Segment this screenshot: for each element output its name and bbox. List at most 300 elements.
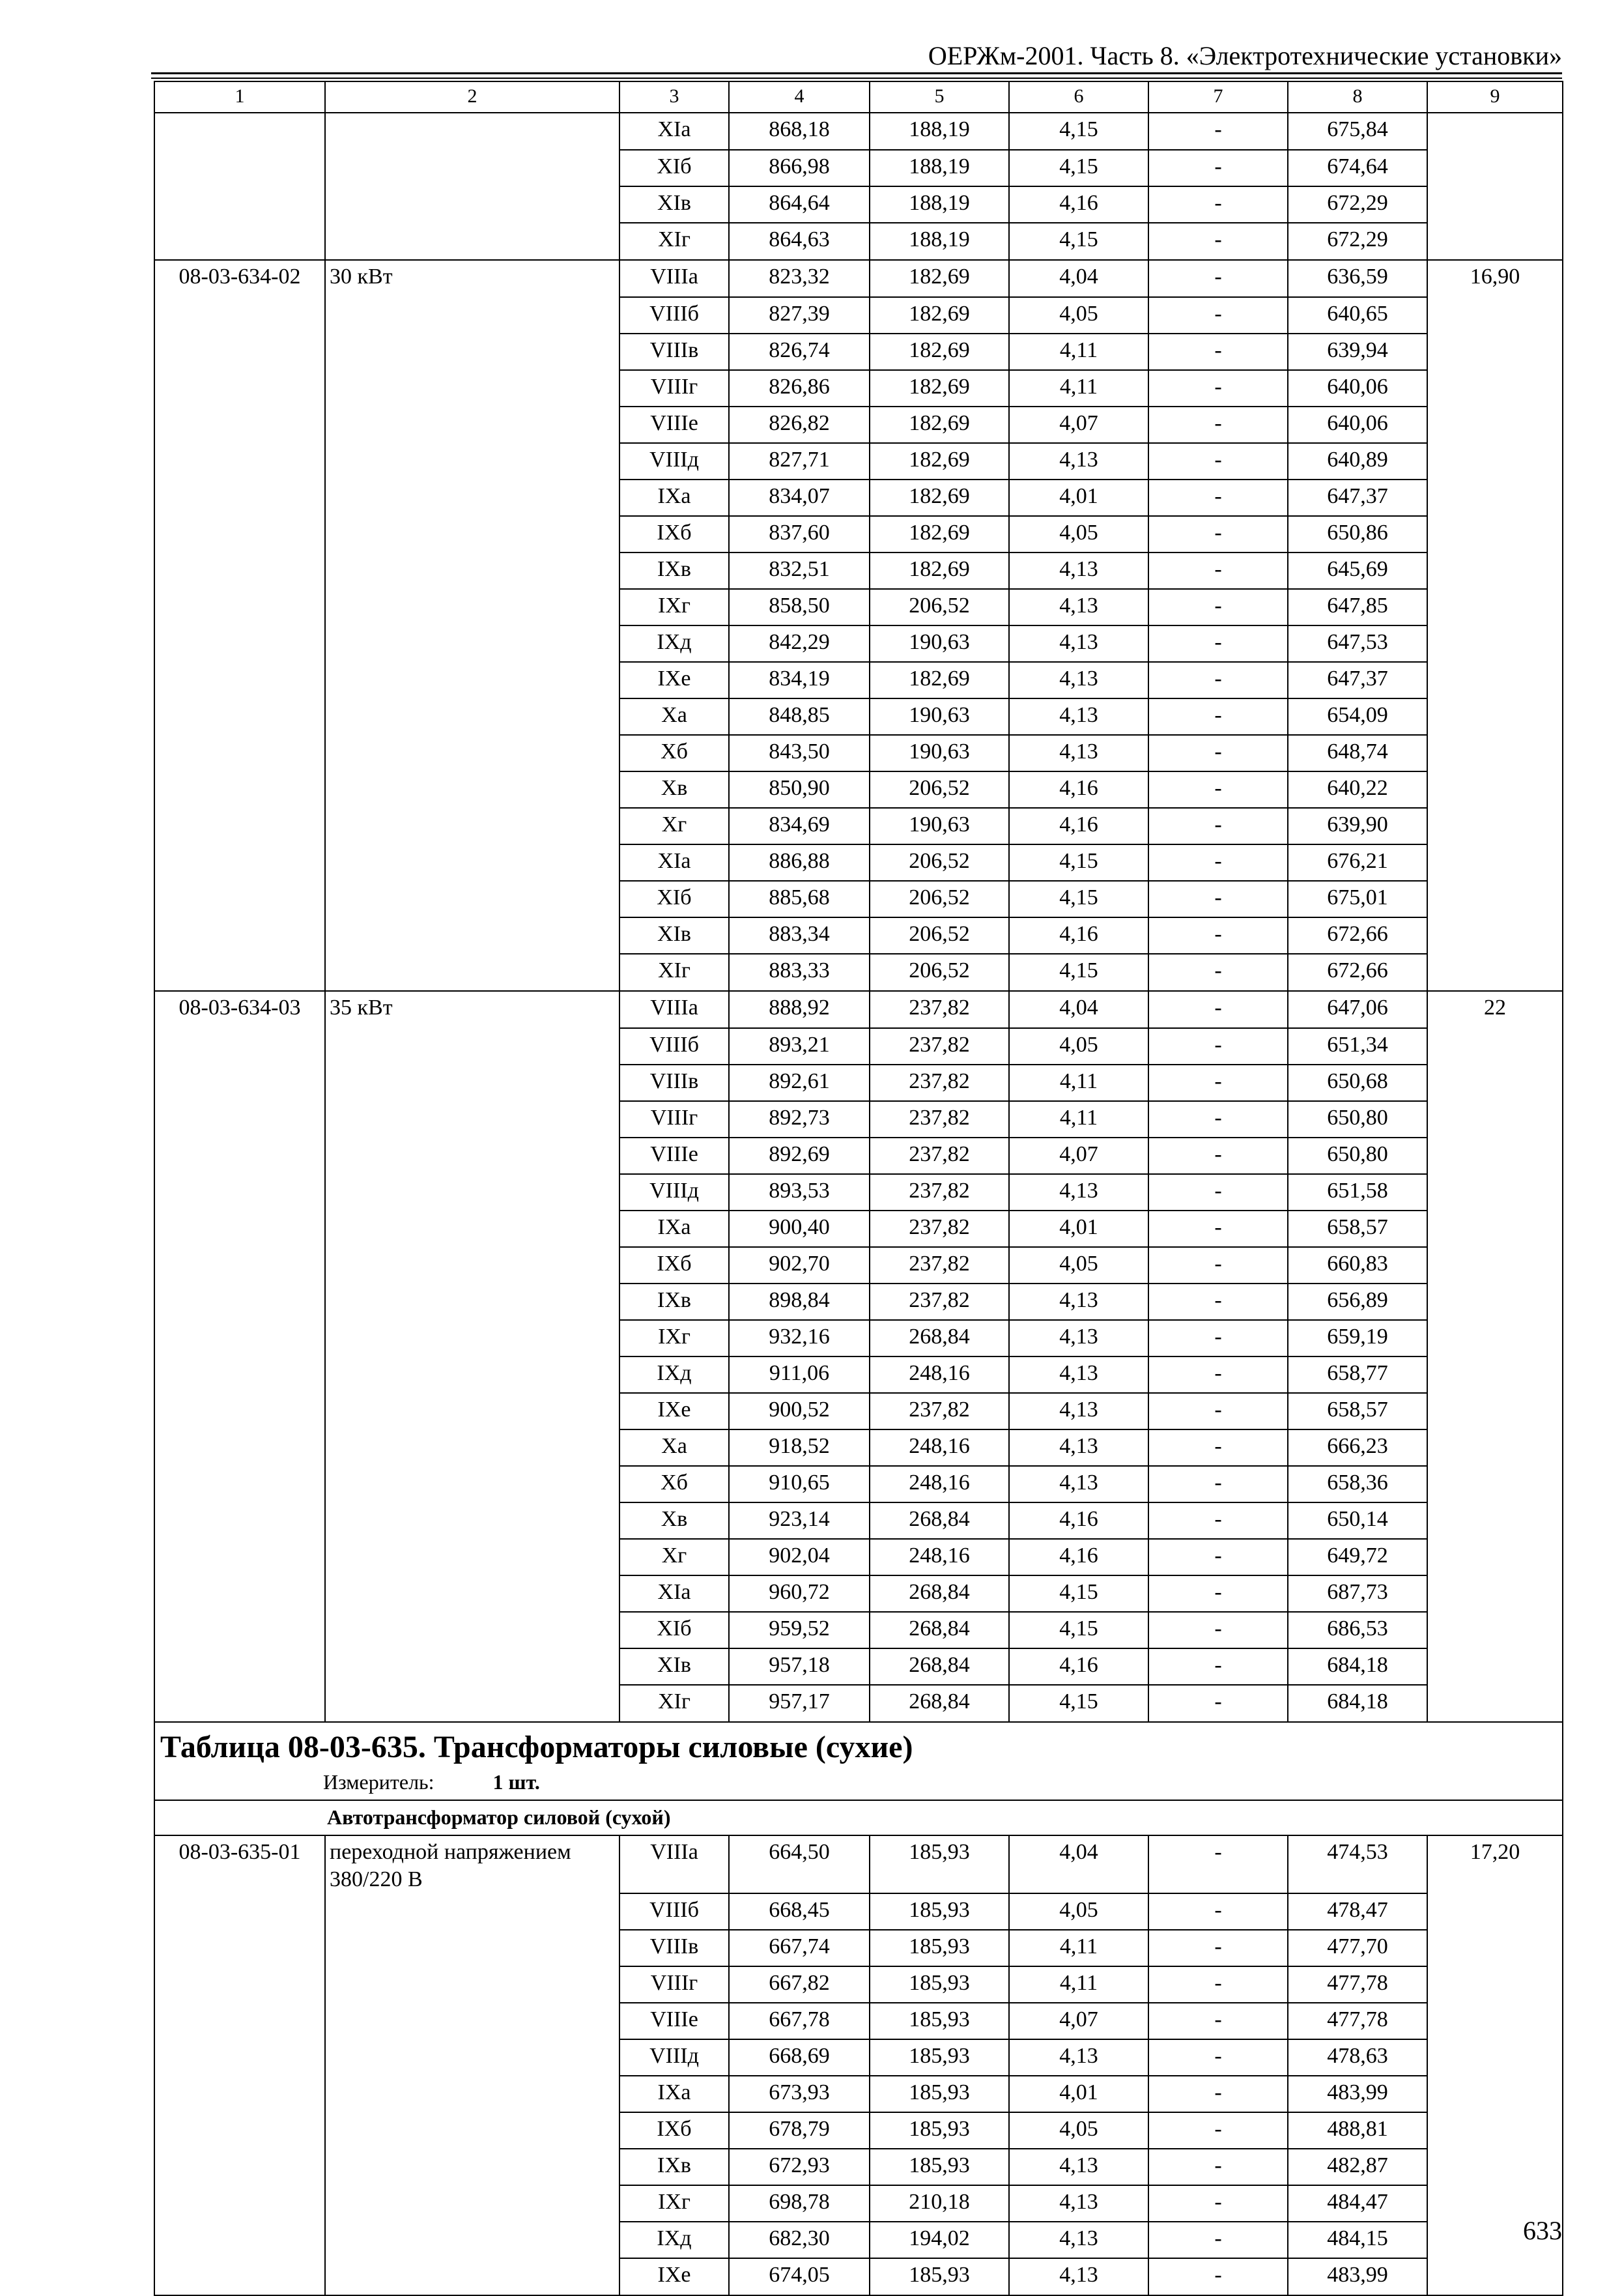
col9-value — [1427, 1174, 1563, 1211]
table-cell: 4,05 — [1009, 1028, 1148, 1065]
table-cell: - — [1148, 480, 1288, 516]
table-cell: Xа — [619, 698, 729, 735]
table-cell: 4,07 — [1009, 2003, 1148, 2039]
table-cell: 957,17 — [729, 1685, 870, 1722]
table-cell: 185,93 — [870, 1930, 1009, 1966]
table-cell: 248,16 — [870, 1429, 1009, 1466]
rate-code — [154, 150, 325, 186]
table-cell: - — [1148, 186, 1288, 223]
table-cell: - — [1148, 1966, 1288, 2003]
table-cell: 4,13 — [1009, 1284, 1148, 1320]
rate-code — [154, 407, 325, 443]
table-cell: 656,89 — [1288, 1284, 1427, 1320]
table-cell: 647,06 — [1288, 991, 1427, 1028]
table-cell: 893,21 — [729, 1028, 870, 1065]
header-rule-thin — [151, 78, 1562, 79]
table-cell: 478,63 — [1288, 2039, 1427, 2076]
item-name — [325, 480, 619, 516]
table-row — [154, 223, 1563, 260]
table-cell: 667,74 — [729, 1930, 870, 1966]
table-cell: 210,18 — [870, 2185, 1009, 2222]
table-cell: Xб — [619, 735, 729, 771]
table-row — [154, 625, 1563, 662]
group-heading: Автотрансформатор силовой (сухой) — [154, 1800, 1563, 1835]
table-cell: 673,93 — [729, 2076, 870, 2112]
table-row — [154, 443, 1563, 480]
col9-value — [1427, 2076, 1563, 2112]
table-cell: 484,15 — [1288, 2222, 1427, 2258]
col9-value — [1427, 480, 1563, 516]
table-row — [154, 698, 1563, 735]
col9-value — [1427, 186, 1563, 223]
table-cell: 827,39 — [729, 297, 870, 334]
col9-value — [1427, 1284, 1563, 1320]
table-cell: 698,78 — [729, 2185, 870, 2222]
item-name — [325, 297, 619, 334]
table-cell: 684,18 — [1288, 1685, 1427, 1722]
table-cell: 268,84 — [870, 1648, 1009, 1685]
item-name — [325, 954, 619, 991]
table-cell: - — [1148, 808, 1288, 844]
table-cell: - — [1148, 2149, 1288, 2185]
table-cell: 4,13 — [1009, 1429, 1148, 1466]
rate-code — [154, 1211, 325, 1247]
col9-value — [1427, 334, 1563, 370]
table-cell: 206,52 — [870, 589, 1009, 625]
table-row — [154, 516, 1563, 552]
table-cell: IXд — [619, 2222, 729, 2258]
table-cell: - — [1148, 589, 1288, 625]
item-name — [325, 1539, 619, 1575]
table-cell: - — [1148, 881, 1288, 917]
table-cell: IXв — [619, 1284, 729, 1320]
table-cell: 892,61 — [729, 1065, 870, 1101]
item-name — [325, 443, 619, 480]
table-cell: 647,85 — [1288, 589, 1427, 625]
table-cell: 640,65 — [1288, 297, 1427, 334]
table-cell: 4,13 — [1009, 2222, 1148, 2258]
table-cell: 4,13 — [1009, 1466, 1148, 1502]
table-cell: 478,47 — [1288, 1893, 1427, 1930]
table-cell: IXд — [619, 625, 729, 662]
item-name — [325, 1648, 619, 1685]
table-cell: 488,81 — [1288, 2112, 1427, 2149]
table-cell: Xа — [619, 1429, 729, 1466]
table-cell: VIIIд — [619, 443, 729, 480]
table-row — [154, 808, 1563, 844]
item-name — [325, 1575, 619, 1612]
table-cell: 4,15 — [1009, 150, 1148, 186]
col9-value — [1427, 1028, 1563, 1065]
item-name — [325, 1930, 619, 1966]
table-cell: - — [1148, 516, 1288, 552]
table-cell: - — [1148, 1502, 1288, 1539]
table-row — [154, 1539, 1563, 1575]
col9-value — [1427, 1966, 1563, 2003]
table-cell: 902,70 — [729, 1247, 870, 1284]
col9-value — [1427, 297, 1563, 334]
table-cell: 648,74 — [1288, 735, 1427, 771]
table-row — [154, 2185, 1563, 2222]
col9-value — [1427, 1893, 1563, 1930]
table-cell: 682,30 — [729, 2222, 870, 2258]
rate-code — [154, 1930, 325, 1966]
table-cell: VIIIв — [619, 1065, 729, 1101]
column-number: 7 — [1148, 81, 1288, 113]
table-cell: 268,84 — [870, 1612, 1009, 1648]
table-cell: - — [1148, 150, 1288, 186]
rate-code — [154, 844, 325, 881]
item-name — [325, 150, 619, 186]
col9-value — [1427, 552, 1563, 589]
table-cell: - — [1148, 407, 1288, 443]
table-row — [154, 1575, 1563, 1612]
item-name — [325, 662, 619, 698]
table-cell: 4,13 — [1009, 2039, 1148, 2076]
table-cell: XIв — [619, 186, 729, 223]
table-row — [154, 881, 1563, 917]
table-cell: 182,69 — [870, 370, 1009, 407]
table-cell: 883,33 — [729, 954, 870, 991]
table-cell: - — [1148, 2258, 1288, 2295]
column-number: 2 — [325, 81, 619, 113]
rate-code — [154, 113, 325, 150]
col9-value: 17,20 — [1427, 1835, 1563, 1893]
table-cell: - — [1148, 223, 1288, 260]
table-row — [154, 771, 1563, 808]
table-cell: 182,69 — [870, 297, 1009, 334]
table-cell: Xг — [619, 1539, 729, 1575]
rate-code — [154, 1893, 325, 1930]
table-cell: VIIIб — [619, 1893, 729, 1930]
table-cell: 932,16 — [729, 1320, 870, 1356]
table-cell: Xв — [619, 1502, 729, 1539]
table-cell: IXе — [619, 2258, 729, 2295]
table-cell: 675,01 — [1288, 881, 1427, 917]
table-cell: 248,16 — [870, 1356, 1009, 1393]
table-cell: VIIIа — [619, 991, 729, 1028]
table-cell: - — [1148, 662, 1288, 698]
table-cell: 672,93 — [729, 2149, 870, 2185]
rate-code — [154, 1065, 325, 1101]
table-cell: 900,40 — [729, 1211, 870, 1247]
table-cell: 185,93 — [870, 2258, 1009, 2295]
table-cell: IXг — [619, 2185, 729, 2222]
table-cell: 4,13 — [1009, 1356, 1148, 1393]
item-name — [325, 2003, 619, 2039]
table-cell: 484,47 — [1288, 2185, 1427, 2222]
col9-value — [1427, 1065, 1563, 1101]
table-cell: - — [1148, 2222, 1288, 2258]
rate-code — [154, 1685, 325, 1722]
table-cell: 4,13 — [1009, 1174, 1148, 1211]
table-cell: 834,19 — [729, 662, 870, 698]
table-cell: 4,11 — [1009, 1065, 1148, 1101]
rate-code — [154, 2149, 325, 2185]
table-cell: 182,69 — [870, 516, 1009, 552]
table-cell: - — [1148, 1138, 1288, 1174]
table-cell: - — [1148, 1247, 1288, 1284]
table-cell: Xг — [619, 808, 729, 844]
table-cell: IXд — [619, 1356, 729, 1393]
table-cell: 188,19 — [870, 223, 1009, 260]
table-cell: 4,13 — [1009, 1393, 1148, 1429]
table-cell: IXе — [619, 1393, 729, 1429]
table-cell: 866,98 — [729, 150, 870, 186]
table-cell: 864,64 — [729, 186, 870, 223]
table-title-cell — [154, 1722, 1563, 1800]
table-cell: 190,63 — [870, 625, 1009, 662]
item-name — [325, 1320, 619, 1356]
table-cell: 4,05 — [1009, 2112, 1148, 2149]
table-cell: - — [1148, 1466, 1288, 1502]
table-cell: 182,69 — [870, 552, 1009, 589]
item-name — [325, 698, 619, 735]
rate-code — [154, 1320, 325, 1356]
item-name — [325, 1065, 619, 1101]
table-cell: 636,59 — [1288, 260, 1427, 297]
table-cell: IXа — [619, 1211, 729, 1247]
rate-code — [154, 480, 325, 516]
table-row — [154, 1284, 1563, 1320]
col9-value — [1427, 2003, 1563, 2039]
col9-value — [1427, 1502, 1563, 1539]
table-cell: 923,14 — [729, 1502, 870, 1539]
table-cell: 237,82 — [870, 1393, 1009, 1429]
table-cell: 194,02 — [870, 2222, 1009, 2258]
table-cell: 672,66 — [1288, 954, 1427, 991]
item-name — [325, 1685, 619, 1722]
table-cell: 668,69 — [729, 2039, 870, 2076]
rate-code — [154, 223, 325, 260]
col9-value — [1427, 407, 1563, 443]
rate-code — [154, 2222, 325, 2258]
table-row — [154, 991, 1563, 1028]
rate-code — [154, 1539, 325, 1575]
table-cell: - — [1148, 443, 1288, 480]
table-cell: 237,82 — [870, 1247, 1009, 1284]
table-row — [154, 1612, 1563, 1648]
table-title-row — [154, 1722, 1563, 1800]
table-cell: 658,77 — [1288, 1356, 1427, 1393]
table-cell: 237,82 — [870, 1065, 1009, 1101]
table-cell: - — [1148, 1284, 1288, 1320]
table-row — [154, 334, 1563, 370]
table-cell: 666,23 — [1288, 1429, 1427, 1466]
table-row — [154, 1320, 1563, 1356]
column-number: 6 — [1009, 81, 1148, 113]
table-cell: IXг — [619, 1320, 729, 1356]
table-cell: XIа — [619, 1575, 729, 1612]
item-name — [325, 1247, 619, 1284]
table-cell: - — [1148, 1648, 1288, 1685]
table-cell: XIб — [619, 1612, 729, 1648]
table-cell: 900,52 — [729, 1393, 870, 1429]
header-rule — [151, 72, 1562, 74]
table-row — [154, 1065, 1563, 1101]
item-name — [325, 2076, 619, 2112]
table-cell: 4,13 — [1009, 662, 1148, 698]
table-cell: 4,13 — [1009, 1320, 1148, 1356]
col9-value — [1427, 1930, 1563, 1966]
col9-value — [1427, 443, 1563, 480]
table-cell: IXб — [619, 2112, 729, 2149]
unit-label: Измеритель: — [323, 1770, 434, 1794]
table-row — [154, 1356, 1563, 1393]
table-cell: 477,78 — [1288, 1966, 1427, 2003]
table-cell: - — [1148, 991, 1288, 1028]
table-cell: 248,16 — [870, 1539, 1009, 1575]
rate-code — [154, 297, 325, 334]
item-name — [325, 223, 619, 260]
table-cell: 185,93 — [870, 2039, 1009, 2076]
column-number: 5 — [870, 81, 1009, 113]
table-cell: - — [1148, 2039, 1288, 2076]
table-row — [154, 113, 1563, 150]
item-name — [325, 881, 619, 917]
table-cell: 649,72 — [1288, 1539, 1427, 1575]
col9-value — [1427, 1247, 1563, 1284]
table-cell: 4,11 — [1009, 334, 1148, 370]
table-cell: 4,13 — [1009, 2258, 1148, 2295]
table-cell: 647,37 — [1288, 662, 1427, 698]
item-name — [325, 1028, 619, 1065]
col9-value — [1427, 2039, 1563, 2076]
table-cell: - — [1148, 1211, 1288, 1247]
table-row — [154, 552, 1563, 589]
col9-value — [1427, 516, 1563, 552]
table-cell: - — [1148, 1065, 1288, 1101]
table-cell: 4,04 — [1009, 1835, 1148, 1893]
table-cell: 206,52 — [870, 954, 1009, 991]
col9-value — [1427, 1539, 1563, 1575]
table-cell: - — [1148, 698, 1288, 735]
table-cell: 4,13 — [1009, 2185, 1148, 2222]
table-cell: 674,05 — [729, 2258, 870, 2295]
rate-code — [154, 1284, 325, 1320]
table-cell: XIг — [619, 1685, 729, 1722]
table-row — [154, 2258, 1563, 2295]
table-cell: 858,50 — [729, 589, 870, 625]
table-cell: 4,15 — [1009, 844, 1148, 881]
table-cell: 185,93 — [870, 2149, 1009, 2185]
rate-code — [154, 443, 325, 480]
table-row — [154, 1966, 1563, 2003]
column-number: 9 — [1427, 81, 1563, 113]
table-cell: 647,37 — [1288, 480, 1427, 516]
table-cell: 4,15 — [1009, 954, 1148, 991]
table-cell: 826,82 — [729, 407, 870, 443]
table-cell: 667,78 — [729, 2003, 870, 2039]
col9-value — [1427, 150, 1563, 186]
item-name — [325, 1101, 619, 1138]
table-row — [154, 1138, 1563, 1174]
table-cell: 206,52 — [870, 844, 1009, 881]
rate-code — [154, 1502, 325, 1539]
price-table-body — [154, 81, 1563, 2295]
table-row — [154, 186, 1563, 223]
table-cell: 4,11 — [1009, 1101, 1148, 1138]
table-cell: 883,34 — [729, 917, 870, 954]
item-name — [325, 1174, 619, 1211]
item-name — [325, 2222, 619, 2258]
table-cell: 206,52 — [870, 917, 1009, 954]
table-cell: - — [1148, 260, 1288, 297]
table-cell: VIIIв — [619, 1930, 729, 1966]
table-cell: 185,93 — [870, 2076, 1009, 2112]
rate-code — [154, 516, 325, 552]
table-cell: - — [1148, 1320, 1288, 1356]
table-cell: 640,89 — [1288, 443, 1427, 480]
table-cell: IXа — [619, 480, 729, 516]
table-cell: 650,86 — [1288, 516, 1427, 552]
item-name — [325, 2149, 619, 2185]
col9-value — [1427, 589, 1563, 625]
table-row — [154, 1648, 1563, 1685]
table-cell: 4,13 — [1009, 552, 1148, 589]
item-name: переходной напряжением 380/220 В — [325, 1835, 619, 1893]
rate-code — [154, 2076, 325, 2112]
table-cell: IXг — [619, 589, 729, 625]
table-row — [154, 2222, 1563, 2258]
table-cell: 645,69 — [1288, 552, 1427, 589]
table-cell: - — [1148, 297, 1288, 334]
col9-value — [1427, 662, 1563, 698]
table-cell: 667,82 — [729, 1966, 870, 2003]
rate-code — [154, 735, 325, 771]
table-cell: VIIIа — [619, 260, 729, 297]
rate-code — [154, 2003, 325, 2039]
table-cell: 185,93 — [870, 2112, 1009, 2149]
rate-code — [154, 662, 325, 698]
table-cell: XIа — [619, 113, 729, 150]
table-cell: 687,73 — [1288, 1575, 1427, 1612]
table-row — [154, 260, 1563, 297]
col9-value — [1427, 1648, 1563, 1685]
table-cell: 4,15 — [1009, 1685, 1148, 1722]
table-row — [154, 1028, 1563, 1065]
table-cell: 843,50 — [729, 735, 870, 771]
table-cell: 4,05 — [1009, 516, 1148, 552]
item-name: 35 кВт — [325, 991, 619, 1028]
table-cell: IXа — [619, 2076, 729, 2112]
table-cell: XIв — [619, 1648, 729, 1685]
item-name — [325, 1502, 619, 1539]
table-row — [154, 297, 1563, 334]
table-cell: 848,85 — [729, 698, 870, 735]
rate-code — [154, 1466, 325, 1502]
table-cell: 837,60 — [729, 516, 870, 552]
table-cell: 658,57 — [1288, 1211, 1427, 1247]
rate-code — [154, 1247, 325, 1284]
table-cell: 640,06 — [1288, 370, 1427, 407]
table-cell: - — [1148, 1612, 1288, 1648]
table-cell: 237,82 — [870, 1101, 1009, 1138]
table-cell: 4,16 — [1009, 1502, 1148, 1539]
table-cell: 206,52 — [870, 771, 1009, 808]
rate-code — [154, 698, 325, 735]
table-cell: 268,84 — [870, 1575, 1009, 1612]
table-cell: VIIIе — [619, 1138, 729, 1174]
item-name — [325, 1612, 619, 1648]
table-cell: 686,53 — [1288, 1612, 1427, 1648]
table-cell: - — [1148, 771, 1288, 808]
table-row — [154, 2149, 1563, 2185]
table-cell: - — [1148, 113, 1288, 150]
table-cell: 885,68 — [729, 881, 870, 917]
table-cell: 4,07 — [1009, 1138, 1148, 1174]
rate-code — [154, 1028, 325, 1065]
